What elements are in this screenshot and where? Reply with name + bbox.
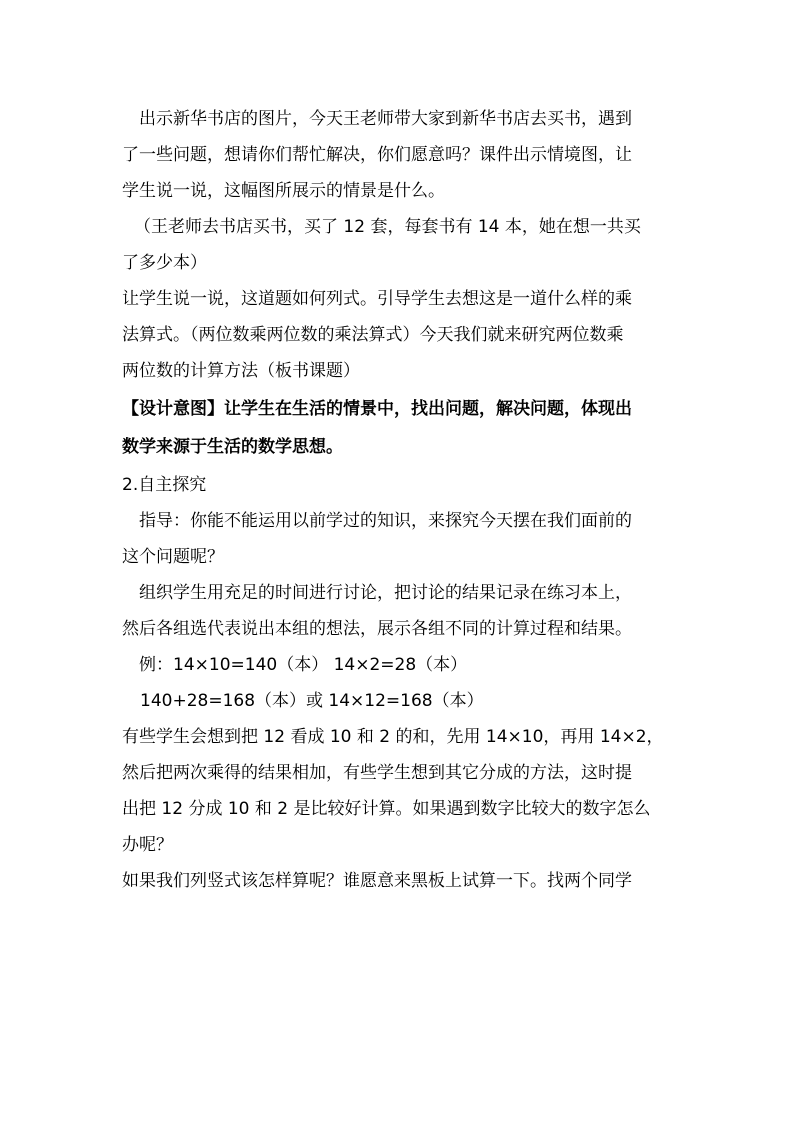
paragraph-line: 让学生说一说，这道题如何列式。引导学生去想这是一道什么样的乘 (122, 289, 632, 309)
paragraph-line: 如果我们列竖式该怎样算呢？谁愿意来黑板上试算一下。找两个同学 (122, 871, 632, 891)
example-line: 140+28=168（本）或 14×12=168（本） (140, 691, 484, 711)
paragraph-line: 然后各组选代表说出本组的想法，展示各组不同的计算过程和结果。 (122, 619, 632, 639)
paragraph-line: 出示新华书店的图片，今天王老师带大家到新华书店去买书，遇到 (139, 109, 632, 129)
paragraph-line: 组织学生用充足的时间进行讨论，把讨论的结果记录在练习本上， (139, 583, 632, 603)
paragraph-line: 有些学生会想到把 12 看成 10 和 2 的和，先用 14×10，再用 14×2， (122, 727, 664, 747)
paragraph-line: 两位数的计算方法（板书课题） (122, 361, 360, 381)
paragraph-line: 这个问题呢？ (122, 547, 224, 567)
paragraph-line: 然后把两次乘得的结果相加，有些学生想到其它分成的方法，这时提 (122, 763, 632, 783)
design-intent-heading: 【设计意图】让学生在生活的情景中，找出问题，解决问题，体现出 (122, 399, 632, 419)
paragraph-line: 学生说一说，这幅图所展示的情景是什么。 (122, 181, 445, 201)
paragraph-line: 法算式。（两位数乘两位数的乘法算式）今天我们就来研究两位数乘 (122, 325, 624, 345)
section-heading: 2.自主探究 (122, 475, 207, 495)
paragraph-line: 了多少本） (122, 253, 207, 273)
paragraph-line: （王老师去书店买书，买了 12 套，每套书有 14 本，她在想一共买 (134, 217, 641, 237)
design-intent-line: 数学来源于生活的数学思想。 (122, 437, 343, 457)
paragraph-line: 出把 12 分成 10 和 2 是比较好计算。如果遇到数字比较大的数字怎么 (122, 799, 651, 819)
example-line: 例：14×10=140（本） 14×2=28（本） (139, 655, 468, 675)
paragraph-line: 了一些问题，想请你们帮忙解决，你们愿意吗？课件出示情境图，让 (122, 145, 632, 165)
paragraph-line: 指导：你能不能运用以前学过的知识，来探究今天摆在我们面前的 (139, 511, 632, 531)
paragraph-line: 办呢？ (122, 835, 173, 855)
